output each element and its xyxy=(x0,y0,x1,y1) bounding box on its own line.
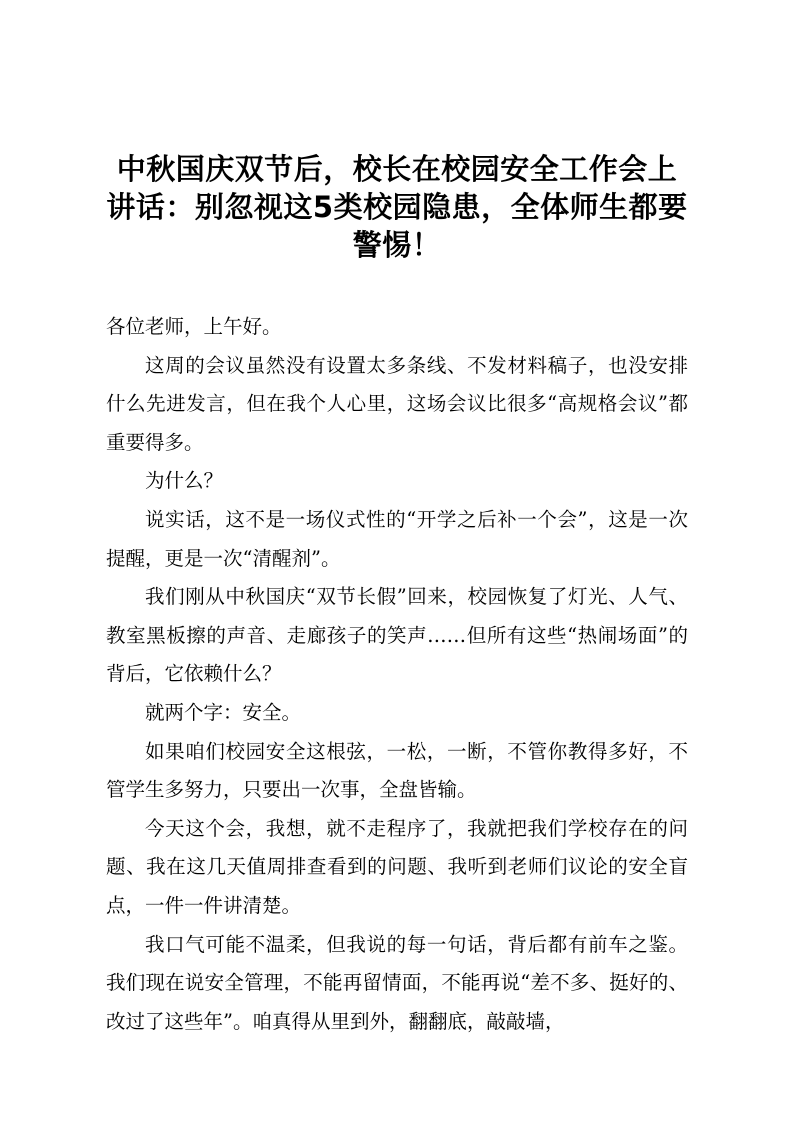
body-paragraph: 我口气可能不温柔，但我说的每一句话，背后都有前车之鉴。我们现在说安全管理，不能再留情面，不能再说“差不多、挺好的、改过了这些年”。咱真得从里到外，翻翻底，敲敲墙， xyxy=(106,932,688,1033)
document-body xyxy=(106,308,688,1041)
body-paragraph: 为什么？ xyxy=(145,469,224,493)
document-title: 中秋国庆双节后，校长在校园安全工作会上讲话：别忽视这5类校园隐患，全体师生都要警惕！ xyxy=(106,152,688,262)
greeting-paragraph: 各位老师，上午好。 xyxy=(106,315,282,338)
body-paragraph: 我们刚从中秋国庆“双节长假”回来，校园恢复了灯光、人气、教室黑板擦的声音、走廊孩子的笑声……但所有这些“热闹场面”的背后，它依赖什么？ xyxy=(106,585,688,686)
body-paragraph: 如果咱们校园安全这根弦，一松，一断，不管你教得多好，不管学生多努力，只要出一次事，全盘皆输。 xyxy=(106,739,688,802)
body-paragraph: 今天这个会，我想，就不走程序了，我就把我们学校存在的问题、我在这几天值周排查看到的问题、我听到老师们议论的安全盲点，一件一件讲清楚。 xyxy=(106,816,688,917)
body-paragraph: 就两个字：安全。 xyxy=(145,700,302,724)
body-paragraph: 说实话，这不是一场仪式性的“开学之后补一个会”，这是一次提醒，更是一次“清醒剂”。 xyxy=(106,507,688,570)
body-paragraph: 这周的会议虽然没有设置太多条线、不发材料稿子，也没安排什么先进发言，但在我个人心里，这场会议比很多“高规格会议”都重要得多。 xyxy=(106,353,688,454)
